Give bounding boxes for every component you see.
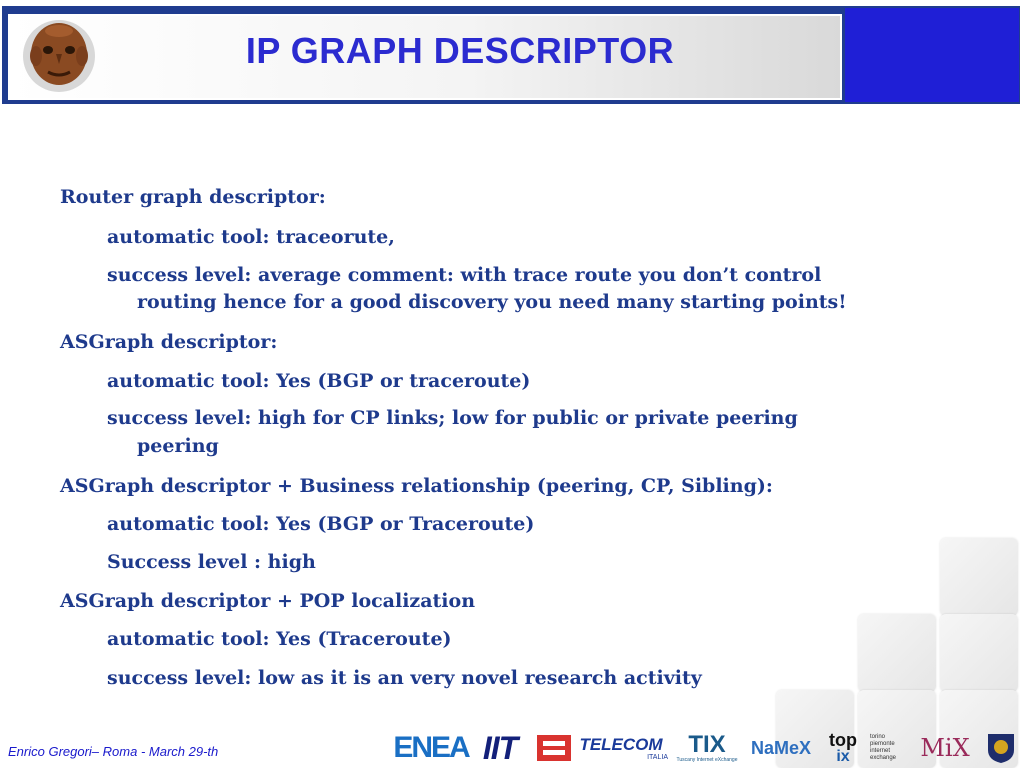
sub-bullet-tool: automatic tool: Yes (BGP or Traceroute) (107, 513, 535, 535)
iit-logo (466, 730, 534, 766)
sub-bullet-continuation: routing hence for a good discovery you need many starting points! (137, 291, 847, 313)
bullet-asgraph-business: ASGraph descriptor + Business relationship (peering, CP, Sibling): (60, 475, 773, 497)
tix-logo-subtext: Tuscany Internet eXchange (676, 757, 738, 763)
cnr-logo-icon-shape (537, 735, 571, 761)
topix-logo-text: top (829, 729, 857, 750)
iit-logo-text: IIT (482, 729, 518, 766)
topix-logo (818, 730, 868, 766)
sub-bullet-success: success level: average comment: with trace route you don’t control (107, 264, 822, 286)
sub-bullet-tool: automatic tool: Yes (BGP or traceroute) (107, 370, 531, 392)
namex-logo (748, 730, 814, 766)
sub-bullet-tool: automatic tool: Yes (Traceroute) (107, 628, 452, 650)
footer-credit: Enrico Gregori– Roma - March 29-th (8, 744, 219, 759)
mix-logo (912, 730, 978, 766)
crest-shield-icon (986, 732, 1016, 764)
tix-logo-text: TIX (688, 731, 726, 758)
bullet-asgraph: ASGraph descriptor: (60, 331, 278, 353)
page-title: IP GRAPH DESCRIPTOR (245, 30, 675, 71)
sub-bullet-success: success level: low as it is an very novel research activity (107, 667, 702, 689)
enea-logo (393, 730, 469, 766)
crest-logo-icon (984, 730, 1018, 766)
sub-bullet-tool: automatic tool: traceorute, (107, 226, 395, 248)
enea-logo-text: ENEA (393, 731, 469, 764)
sub-bullet-continuation: peering (137, 435, 219, 457)
cnr-logo-icon (536, 730, 572, 766)
mask-head-icon (18, 16, 100, 94)
topix-logo-text-2: ix (836, 747, 850, 765)
telecom-logo-subtext: ITALIA (647, 753, 668, 761)
tix-logo (670, 730, 744, 766)
sub-bullet-success: Success level : high (107, 551, 316, 573)
topix-description-text: torino piemonte internet exchange (870, 734, 897, 761)
decorative-tile (940, 538, 1018, 616)
header-accent-block (845, 8, 1019, 102)
namex-logo-text: NaMeX (750, 737, 812, 758)
bullet-asgraph-pop: ASGraph descriptor + POP localization (60, 590, 476, 612)
bullet-router-graph: Router graph descriptor: (60, 186, 326, 208)
decorative-tile (858, 614, 936, 692)
mix-logo-text: MiX (920, 734, 970, 762)
telecom-italia-logo (574, 730, 668, 766)
topix-description (870, 730, 910, 766)
telecom-logo-text: TELECOM (579, 734, 663, 754)
decorative-tile (940, 614, 1018, 692)
sub-bullet-success: success level: high for CP links; low for public or private peering (107, 407, 798, 429)
